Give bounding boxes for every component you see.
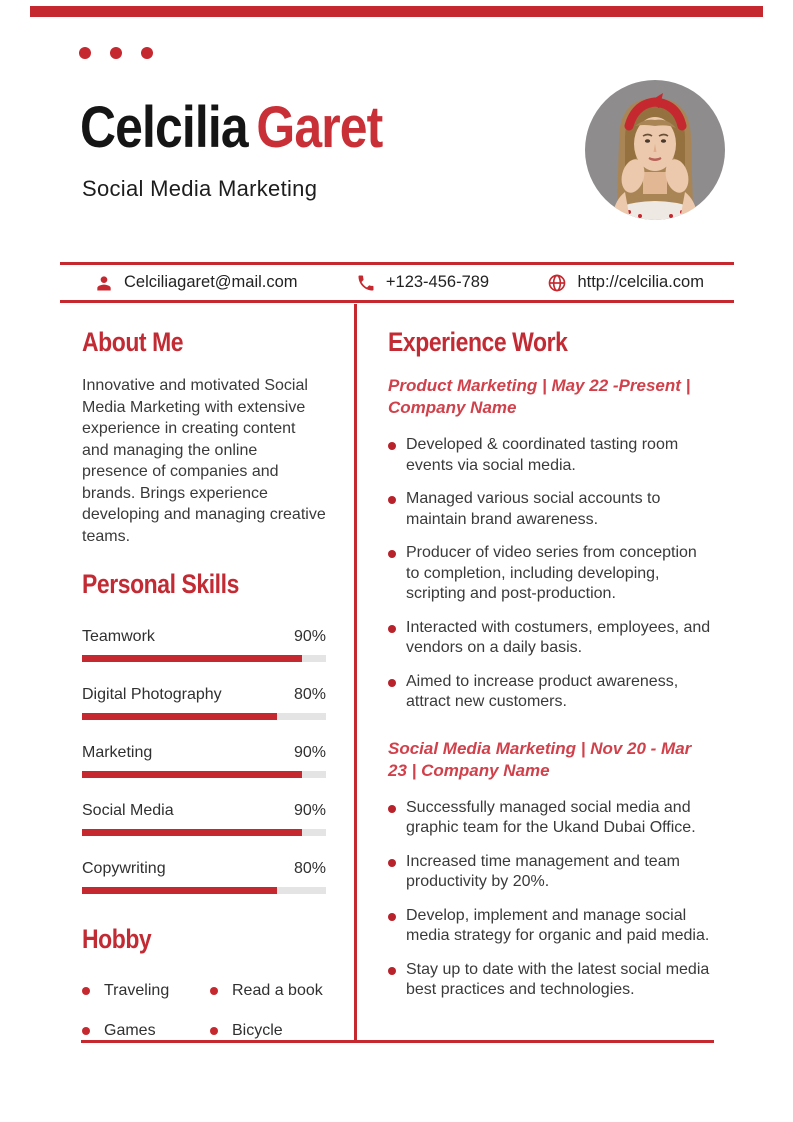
- red-dot: [141, 47, 153, 59]
- profile-photo: [585, 80, 725, 220]
- skills-list: [82, 627, 326, 894]
- hobby-list: [82, 982, 326, 1040]
- bullet-item: Developed & coordinated tasting room events via social media.: [388, 435, 714, 476]
- skill-bar-track: [82, 829, 326, 836]
- contact-website: [547, 273, 704, 293]
- hobby-label: Traveling: [104, 982, 170, 999]
- globe-icon: [547, 273, 567, 293]
- job-subtitle: Social Media Marketing: [82, 176, 318, 201]
- red-dot: [79, 47, 91, 59]
- decorative-dots: [79, 47, 153, 59]
- skill-item: [82, 627, 326, 662]
- hobby-label: Games: [104, 1022, 156, 1039]
- skill-bar-track: [82, 655, 326, 662]
- job-bullets: [388, 435, 714, 713]
- bullet-dot-icon: [82, 987, 90, 995]
- skill-bar-fill: [82, 713, 277, 720]
- person-icon: [94, 273, 114, 293]
- bottom-rule: [81, 1040, 714, 1043]
- job-title: Social Media Marketing | Nov 20 - Mar 23 | Company Name: [388, 738, 692, 780]
- column-divider: [354, 304, 357, 1041]
- skill-name: Digital Photography: [82, 686, 222, 703]
- experience-heading: Experience Work: [388, 327, 568, 357]
- top-accent-bar: [30, 6, 763, 17]
- hobby-item: [210, 1022, 326, 1040]
- skill-name: Copywriting: [82, 860, 166, 877]
- job-bullets: [388, 798, 714, 1001]
- left-column: [82, 327, 326, 1040]
- contact-phone: [356, 273, 489, 293]
- skill-percent: 90%: [293, 744, 326, 761]
- skill-bar-fill: [82, 655, 302, 662]
- about-text: Innovative and motivated Social Media Marketing with extensive experience in creating content and managing the online presence of companies and brands. Brings experience developing and managing creative teams.: [82, 377, 326, 545]
- hobby-label: Read a book: [232, 982, 323, 999]
- phone-icon: [356, 273, 376, 293]
- hobby-heading: Hobby: [82, 924, 152, 954]
- phone-text: +123-456-789: [385, 273, 490, 291]
- email-text: Celciliagaret@mail.com: [124, 273, 298, 291]
- skill-item: [82, 801, 326, 836]
- bullet-dot-icon: [210, 1027, 218, 1035]
- skill-percent: 80%: [293, 686, 326, 703]
- skill-name: Social Media: [82, 802, 174, 819]
- skill-item: [82, 685, 326, 720]
- first-name: Celcilia: [80, 95, 248, 160]
- skill-bar-track: [82, 771, 326, 778]
- contact-bar: [60, 262, 734, 303]
- right-column: [388, 327, 714, 1014]
- skill-bar-track: [82, 713, 326, 720]
- bullet-item: Successfully managed social media and graphic team for the Ukand Dubai Office.: [388, 798, 714, 839]
- hobby-item: [210, 982, 326, 1000]
- skill-bar-fill: [82, 887, 277, 894]
- skill-name: Teamwork: [82, 628, 155, 645]
- bullet-item: Producer of video series from conception to completion, including developing, scripting and post-production.: [388, 543, 714, 605]
- bullet-dot-icon: [82, 1027, 90, 1035]
- website-text: http://celcilia.com: [577, 273, 704, 291]
- bullet-item: Aimed to increase product awareness, attract new customers.: [388, 672, 714, 713]
- skill-percent: 80%: [293, 860, 326, 877]
- hobby-item: [82, 1022, 210, 1040]
- last-name: Garet: [256, 95, 383, 160]
- red-dot: [110, 47, 122, 59]
- bullet-item: Develop, implement and manage social media strategy for organic and paid media.: [388, 906, 714, 947]
- hobby-item: [82, 982, 210, 1000]
- skill-name: Marketing: [82, 744, 153, 761]
- hobby-label: Bicycle: [232, 1022, 283, 1039]
- contact-email: [94, 273, 298, 293]
- bullet-item: Increased time management and team productivity by 20%.: [388, 852, 714, 893]
- skill-bar-track: [82, 887, 326, 894]
- bullet-item: Managed various social accounts to maintain brand awareness.: [388, 489, 714, 530]
- skill-percent: 90%: [293, 802, 326, 819]
- about-heading: About Me: [82, 327, 184, 357]
- skill-item: [82, 859, 326, 894]
- person-name: [80, 94, 382, 161]
- skill-percent: 90%: [293, 628, 326, 645]
- skills-heading: Personal Skills: [82, 569, 239, 599]
- bullet-item: Stay up to date with the latest social media best practices and technologies.: [388, 960, 714, 1001]
- job-title: Product Marketing | May 22 -Present | Company Name: [388, 376, 691, 417]
- skill-item: [82, 743, 326, 778]
- skill-bar-fill: [82, 829, 302, 836]
- bullet-item: Interacted with costumers, employees, and vendors on a daily basis.: [388, 618, 714, 659]
- skill-bar-fill: [82, 771, 302, 778]
- portrait-illustration: [585, 80, 725, 220]
- bullet-dot-icon: [210, 987, 218, 995]
